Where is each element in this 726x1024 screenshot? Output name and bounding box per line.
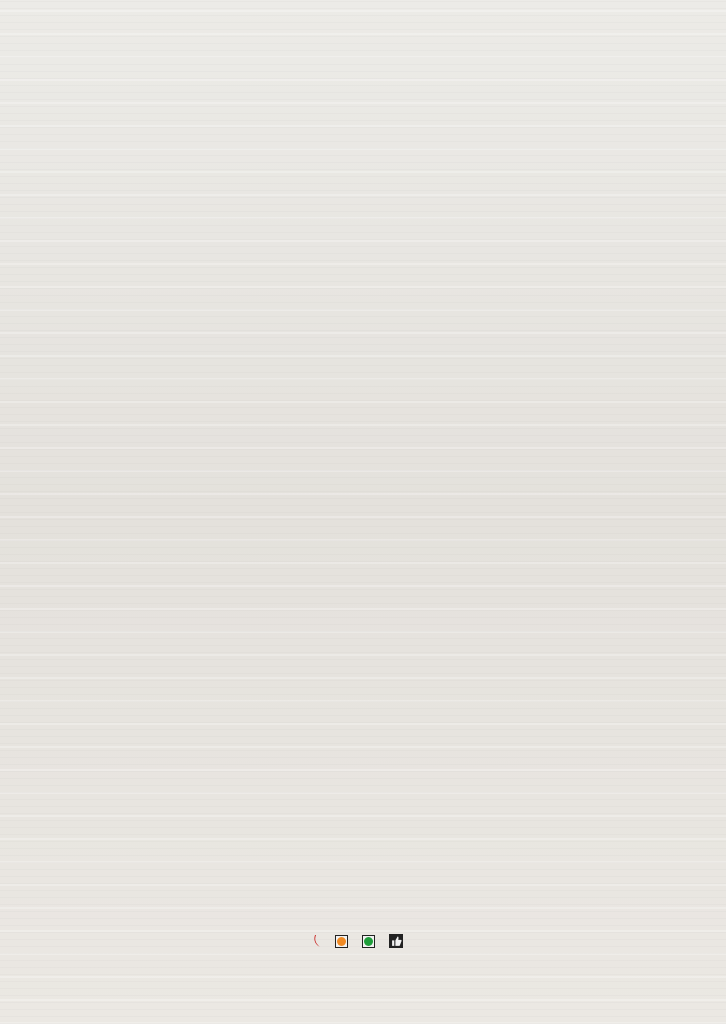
vegetarian-icon — [362, 935, 375, 948]
non-spicy-icon — [335, 935, 348, 948]
legend — [0, 934, 726, 948]
chef-recommendation-icon — [389, 934, 403, 948]
chilli-icon — [313, 935, 321, 947]
